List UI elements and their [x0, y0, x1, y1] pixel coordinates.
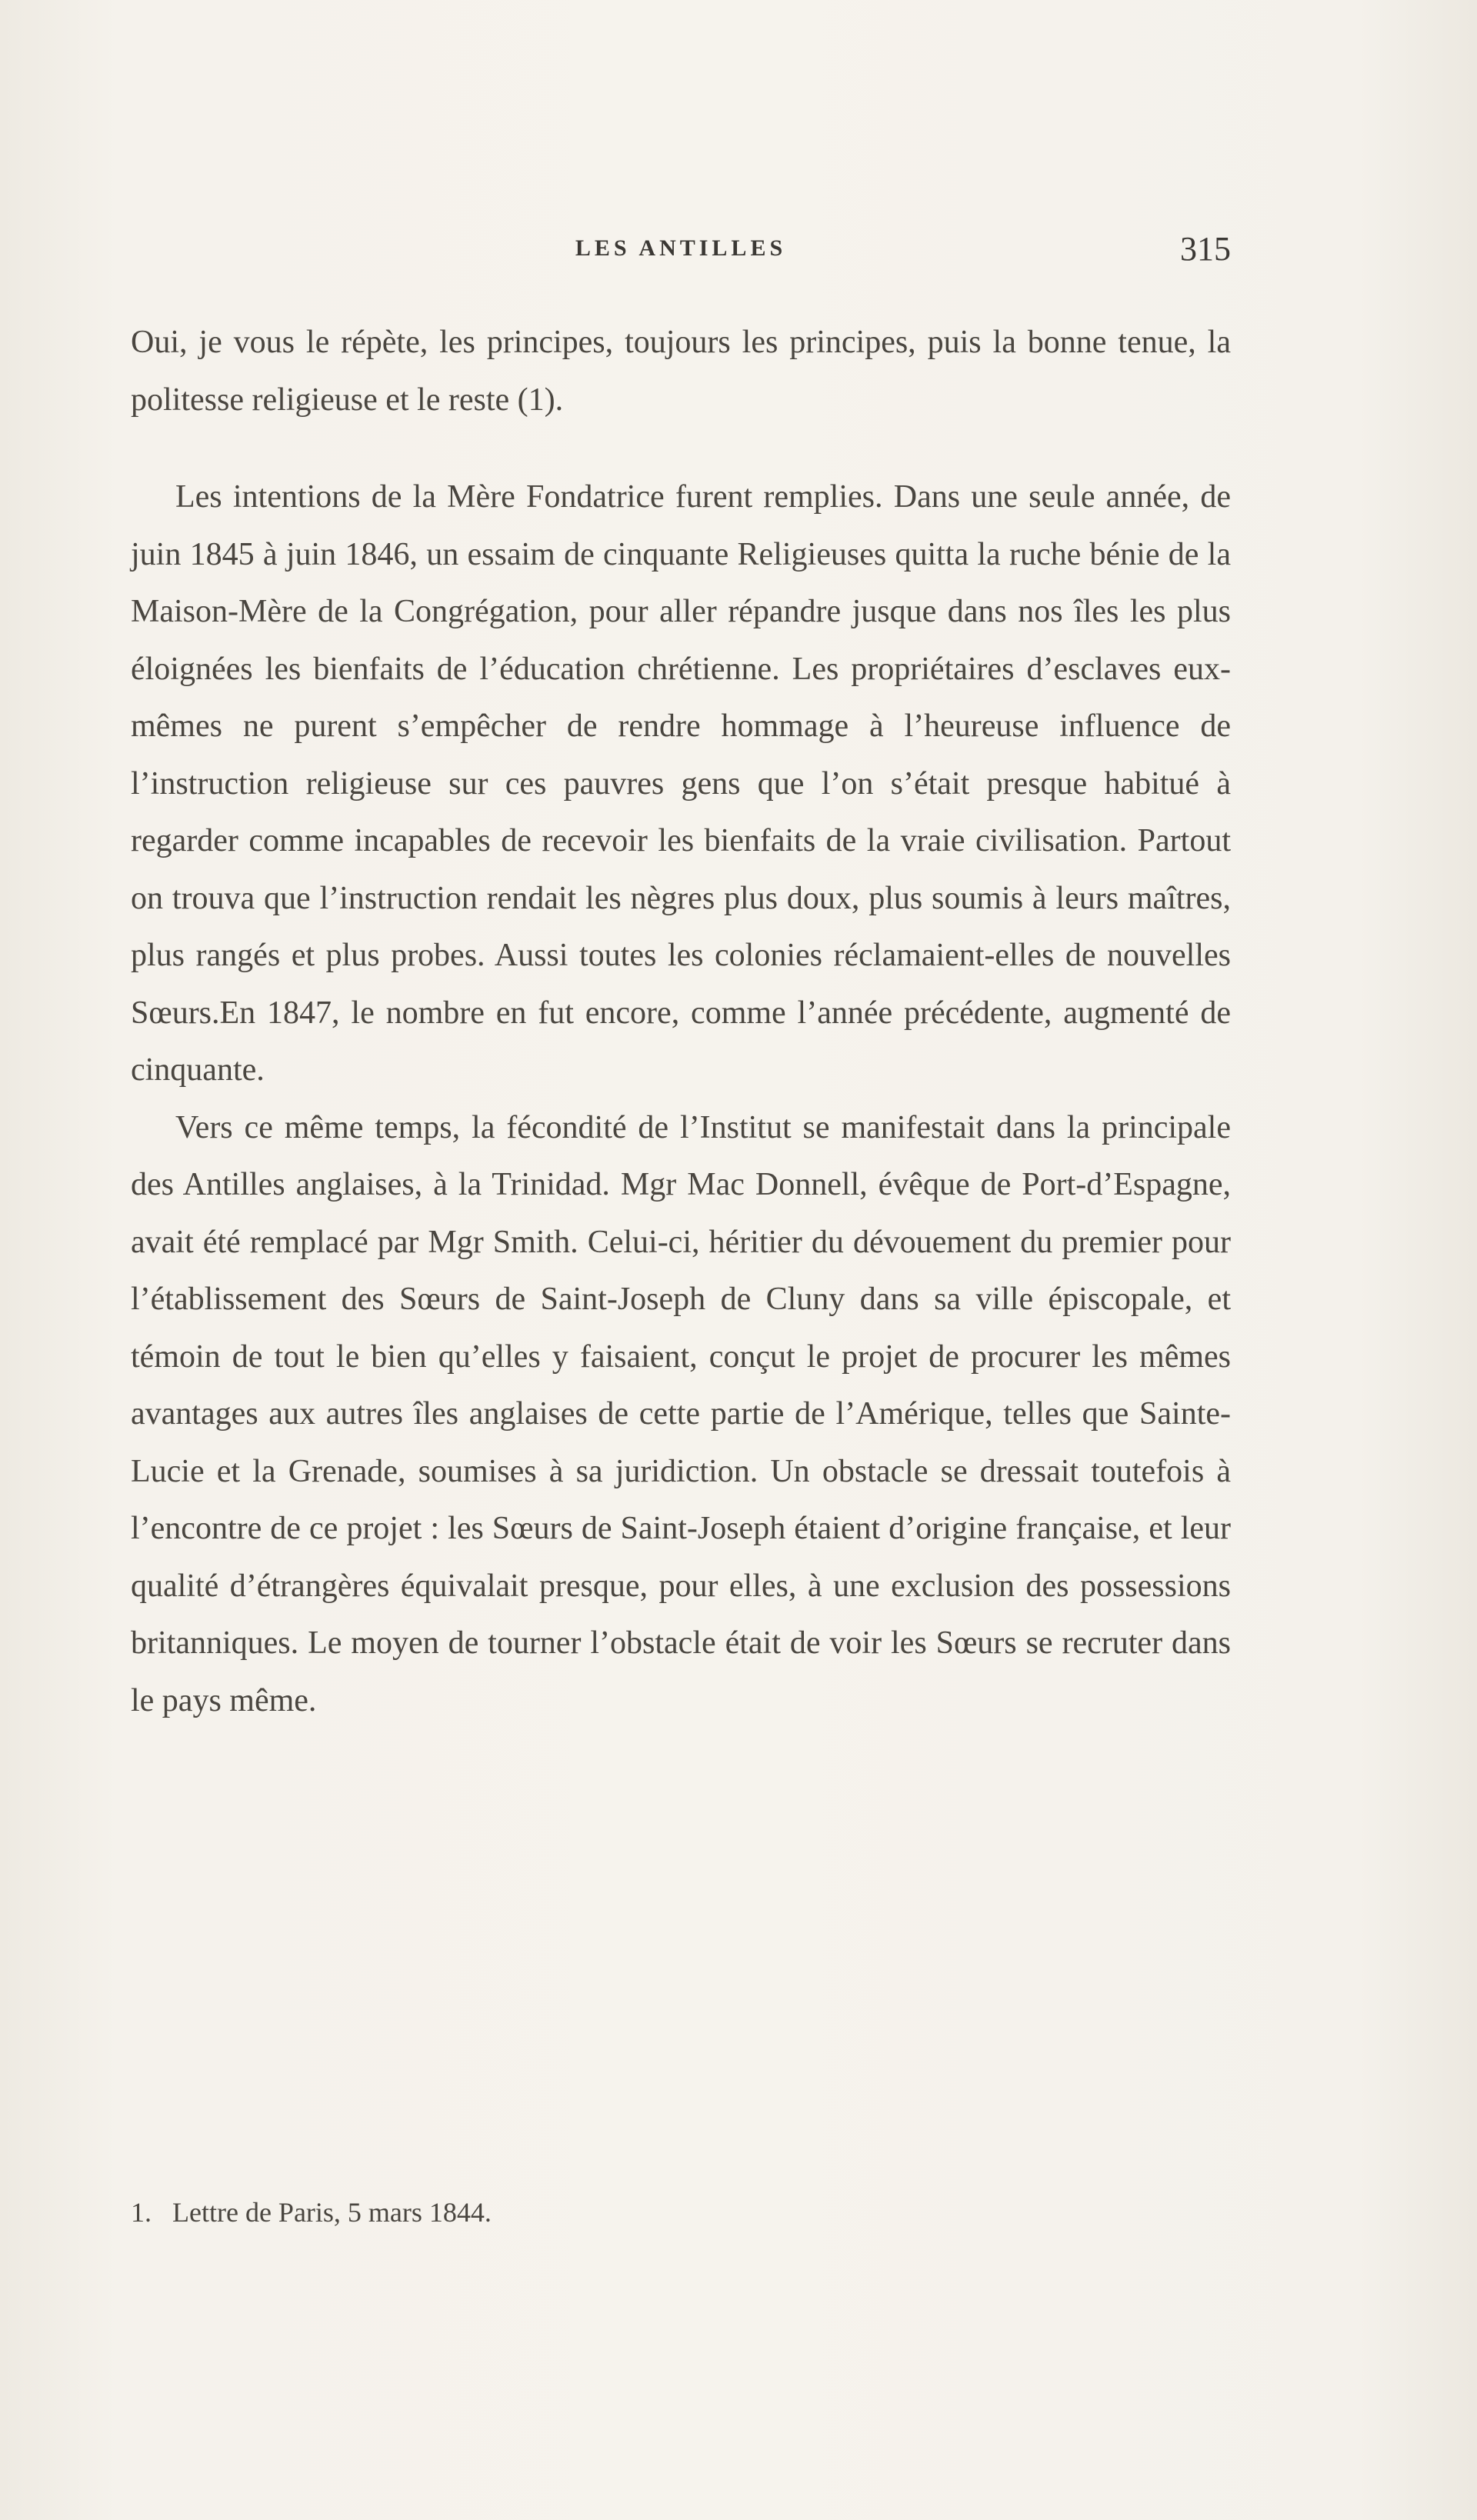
footnote-number: 1.: [131, 2197, 152, 2228]
page-number: 315: [1180, 230, 1231, 268]
paragraph-1: Oui, je vous le répète, les principes, toujours les principes, puis la bonne tenue, la politesse religieuse et le reste (1).: [131, 325, 1231, 418]
running-head: [131, 229, 1231, 275]
running-title: LES ANTILLES: [575, 235, 787, 261]
main-text: [131, 314, 1231, 1729]
paragraph-3: Vers ce même temps, la fécondité de l’Institut se manifestait dans la principale des Antilles anglaises, à la Trinidad. Mgr Mac Donnell, évêque de Port-d’Espagne, avait été remplacé par Mgr Smith. Celui-ci, héritier du dévouement du premier pour l’établissement des Sœurs de Saint-Joseph de Cluny dans sa ville épiscopale, et témoin de tout le bien qu’elles y faisaient, conçut le projet de procurer les mêmes avantages aux autres îles anglaises de cette partie de l’Amérique, telles que Sainte-Lucie et la Grenade, soumises à sa juridiction. Un obstacle se dressait toutefois à l’encontre de ce projet : les Sœurs de Saint-Joseph étaient d’origine française, et leur qualité d’étrangères équivalait presque, pour elles, à une exclusion des possessions britanniques. Le moyen de tourner l’obstacle était de voir les Sœurs se recruter dans le pays même.: [131, 1109, 1231, 1718]
footnote-text: Lettre de Paris, 5 mars 1844.: [172, 2197, 492, 2228]
footnote: [131, 2194, 1231, 2231]
paragraph-2: Les intentions de la Mère Fondatrice furent remplies. Dans une seule année, de juin 1845 à juin 1846, un essaim de cinquante Religieuses quitta la ruche bénie de la Maison-Mère de la Congrégation, pour aller répandre jusque dans nos îles les plus éloignées les bienfaits de l’éducation chrétienne. Les propriétaires d’esclaves eux-mêmes ne purent s’empêcher de rendre hommage à l’heureuse influence de l’instruction religieuse sur ces pauvres gens que l’on s’était presque habitué à regarder comme incapables de recevoir les bienfaits de la vraie civilisation. Partout on trouva que l’instruction rendait les nègres plus doux, plus soumis à leurs maîtres, plus rangés et plus probes. Aussi toutes les colonies réclamaient-elles de nouvelles Sœurs.En 1847, le nombre en fut encore, comme l’année précédente, augmenté de cinquante.: [131, 479, 1231, 1088]
